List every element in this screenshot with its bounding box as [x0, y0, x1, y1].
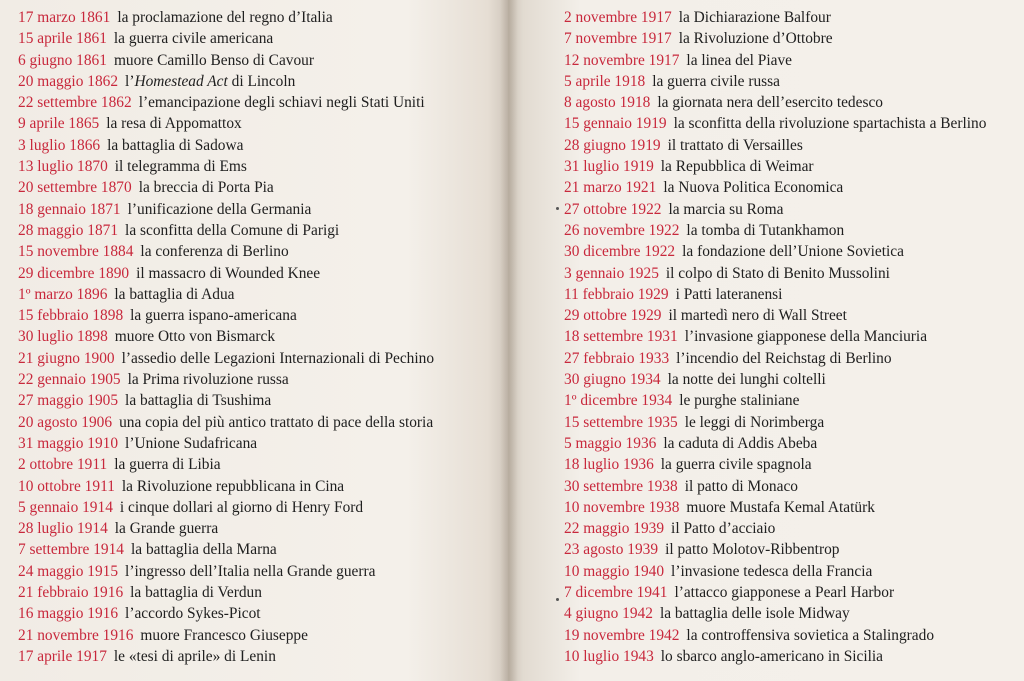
- entry-event: la sconfitta della rivoluzione spartachista a Berlino: [673, 115, 987, 133]
- entry-event: la Rivoluzione d’Ottobre: [678, 30, 833, 48]
- right-timeline-entry: [564, 497, 986, 518]
- right-timeline-entry: [564, 625, 986, 646]
- right-timeline-entry: [564, 199, 986, 220]
- left-timeline-entry: [18, 263, 434, 284]
- right-timeline-entry: [564, 135, 986, 156]
- entry-event: l’Homestead Act di Lincoln: [125, 72, 296, 90]
- left-timeline-entry: [18, 135, 434, 156]
- left-timeline-entry: [18, 220, 434, 241]
- left-timeline-entry: [18, 561, 434, 582]
- right-timeline-entry: [564, 92, 986, 113]
- entry-date: 28 maggio 1871: [18, 221, 119, 239]
- entry-event: i Patti lateranensi: [675, 285, 783, 303]
- entry-date: 18 gennaio 1871: [18, 200, 121, 218]
- left-timeline-entry: [18, 305, 434, 326]
- entry-event: l’Unione Sudafricana: [125, 434, 258, 452]
- entry-date: 5 gennaio 1914: [18, 498, 113, 516]
- left-timeline-entry: [18, 603, 434, 624]
- left-timeline-entry: [18, 284, 434, 305]
- entry-event: la guerra di Libia: [114, 456, 221, 474]
- left-timeline-entry: [18, 476, 434, 497]
- entry-event: l’invasione giapponese della Manciuria: [684, 328, 928, 346]
- entry-date: 3 luglio 1866: [18, 136, 101, 154]
- entry-event: la guerra civile americana: [113, 30, 274, 48]
- entry-date: 22 gennaio 1905: [18, 371, 121, 389]
- left-timeline-entry: [18, 7, 434, 28]
- entry-date: 8 agosto 1918: [564, 94, 651, 112]
- entry-event: le leggi di Norimberga: [684, 413, 825, 431]
- entry-date: 5 aprile 1918: [564, 72, 646, 90]
- entry-event: il martedì nero di Wall Street: [668, 307, 847, 325]
- entry-event: la Prima rivoluzione russa: [127, 371, 289, 389]
- left-timeline-entry: [18, 348, 434, 369]
- entry-date: 10 luglio 1943: [564, 647, 654, 665]
- entry-date: 5 maggio 1936: [564, 434, 657, 452]
- entry-event: la battaglia delle isole Midway: [659, 605, 850, 623]
- entry-date: 30 dicembre 1922: [564, 243, 676, 261]
- left-timeline-entry: [18, 92, 434, 113]
- left-timeline-entry: [18, 50, 434, 71]
- entry-event: muore Francesco Giuseppe: [140, 626, 308, 644]
- right-timeline-entry: [564, 539, 986, 560]
- entry-event: l’attacco giapponese a Pearl Harbor: [674, 584, 895, 602]
- entry-date: 4 giugno 1942: [564, 605, 653, 623]
- left-timeline-entry: [18, 71, 434, 92]
- entry-date: 1º marzo 1896: [18, 285, 108, 303]
- entry-event: la guerra ispano-americana: [130, 307, 297, 325]
- entry-date: 13 luglio 1870: [18, 158, 108, 176]
- entry-event: le «tesi di aprile» di Lenin: [113, 647, 276, 665]
- entry-event: il massacro di Wounded Knee: [136, 264, 321, 282]
- entry-date: 10 maggio 1940: [564, 562, 665, 580]
- paper-speck: [556, 598, 559, 601]
- left-timeline-entry: [18, 518, 434, 539]
- left-timeline-entry: [18, 454, 434, 475]
- entry-event: la Rivoluzione repubblicana in Cina: [121, 477, 345, 495]
- entry-date: 7 novembre 1917: [564, 30, 672, 48]
- entry-date: 11 febbraio 1929: [564, 285, 669, 303]
- entry-date: 15 novembre 1884: [18, 243, 134, 261]
- entry-date: 27 maggio 1905: [18, 392, 119, 410]
- entry-date: 27 febbraio 1933: [564, 349, 670, 367]
- entry-date: 30 settembre 1938: [564, 477, 678, 495]
- entry-date: 24 maggio 1915: [18, 562, 119, 580]
- entry-event: muore Mustafa Kemal Atatürk: [686, 498, 875, 516]
- right-timeline-entry: [564, 390, 986, 411]
- entry-event: la caduta di Addis Abeba: [663, 434, 818, 452]
- right-timeline-entry: [564, 412, 986, 433]
- entry-date: 26 novembre 1922: [564, 221, 680, 239]
- entry-event: il telegramma di Ems: [114, 158, 247, 176]
- entry-event: la sconfitta della Comune di Parigi: [125, 221, 340, 239]
- entry-event: la fondazione dell’Unione Sovietica: [682, 243, 904, 261]
- entry-date: 22 settembre 1862: [18, 94, 132, 112]
- entry-event: la proclamazione del regno d’Italia: [117, 9, 333, 26]
- entry-event: la tomba di Tutankhamon: [686, 221, 845, 239]
- entry-event: il Patto d’acciaio: [671, 520, 776, 538]
- left-timeline-entry: [18, 113, 434, 134]
- entry-date: 15 gennaio 1919: [564, 115, 667, 133]
- entry-event: la resa di Appomattox: [106, 115, 242, 133]
- left-page: [0, 0, 508, 681]
- right-timeline-entry: [564, 241, 986, 262]
- right-timeline-entry: [564, 454, 986, 475]
- entry-event: l’accordo Sykes-Picot: [125, 605, 261, 623]
- entry-date: 21 marzo 1921: [564, 179, 657, 197]
- entry-event: una copia del più antico trattato di pace della storia: [119, 413, 434, 431]
- left-timeline-entry: [18, 156, 434, 177]
- entry-date: 29 dicembre 1890: [18, 264, 130, 282]
- right-page: [508, 0, 1024, 681]
- left-timeline-entry: [18, 390, 434, 411]
- entry-event: i cinque dollari al giorno di Henry Ford: [119, 498, 364, 516]
- right-timeline-entry: [564, 433, 986, 454]
- left-timeline-entry: [18, 497, 434, 518]
- entry-event: il patto Molotov-Ribbentrop: [665, 541, 840, 559]
- entry-date: 10 novembre 1938: [564, 498, 680, 516]
- entry-event: la Dichiarazione Balfour: [678, 9, 831, 26]
- entry-date: 23 agosto 1939: [564, 541, 659, 559]
- entry-date: 30 luglio 1898: [18, 328, 108, 346]
- right-timeline-entry: [564, 220, 986, 241]
- entry-event: la guerra civile russa: [652, 72, 780, 90]
- entry-event: l’ingresso dell’Italia nella Grande guerra: [125, 562, 376, 580]
- right-timeline-entry: [564, 518, 986, 539]
- entry-event: la Nuova Politica Economica: [663, 179, 844, 197]
- entry-date: 7 dicembre 1941: [564, 584, 668, 602]
- entry-event: l’unificazione della Germania: [127, 200, 312, 218]
- entry-date: 15 febbraio 1898: [18, 307, 124, 325]
- entry-date: 28 giugno 1919: [564, 136, 661, 154]
- left-timeline-entry: [18, 412, 434, 433]
- entry-date: 12 novembre 1917: [564, 51, 680, 69]
- entry-date: 19 novembre 1942: [564, 626, 680, 644]
- left-timeline-list: [18, 7, 434, 667]
- left-timeline-entry: [18, 369, 434, 390]
- entry-event: l’emancipazione degli schiavi negli Stati Uniti: [138, 94, 425, 112]
- entry-date: 2 novembre 1917: [564, 9, 672, 26]
- entry-event: la giornata nera dell’esercito tedesco: [657, 94, 883, 112]
- right-timeline-entry: [564, 603, 986, 624]
- entry-date: 20 maggio 1862: [18, 72, 119, 90]
- entry-event: la battaglia di Sadowa: [107, 136, 244, 154]
- entry-event: la controffensiva sovietica a Stalingrado: [686, 626, 935, 644]
- entry-date: 20 settembre 1870: [18, 179, 132, 197]
- entry-date: 17 marzo 1861: [18, 9, 111, 26]
- right-timeline-entry: [564, 326, 986, 347]
- entry-event: la battaglia di Adua: [114, 285, 235, 303]
- right-timeline-entry: [564, 561, 986, 582]
- entry-event: l’incendio del Reichstag di Berlino: [676, 349, 892, 367]
- entry-date: 21 novembre 1916: [18, 626, 134, 644]
- right-timeline-entry: [564, 263, 986, 284]
- entry-date: 29 ottobre 1929: [564, 307, 662, 325]
- left-timeline-entry: [18, 646, 434, 667]
- left-timeline-entry: [18, 241, 434, 262]
- italic-title: Homestead Act: [134, 72, 228, 90]
- entry-event: la battaglia della Marna: [131, 541, 277, 559]
- right-timeline-entry: [564, 476, 986, 497]
- right-timeline-entry: [564, 348, 986, 369]
- entry-event: la battaglia di Tsushima: [125, 392, 272, 410]
- entry-event: l’invasione tedesca della Francia: [671, 562, 873, 580]
- entry-date: 22 maggio 1939: [564, 520, 665, 538]
- right-timeline-entry: [564, 582, 986, 603]
- entry-date: 17 aprile 1917: [18, 647, 107, 665]
- book-gutter: [500, 0, 518, 681]
- right-timeline-entry: [564, 50, 986, 71]
- entry-date: 31 luglio 1919: [564, 158, 654, 176]
- entry-event: muore Camillo Benso di Cavour: [113, 51, 314, 69]
- entry-event: il colpo di Stato di Benito Mussolini: [665, 264, 890, 282]
- entry-event: la guerra civile spagnola: [660, 456, 812, 474]
- entry-event: la marcia su Roma: [668, 200, 784, 218]
- paper-speck: [556, 207, 559, 210]
- entry-date: 28 luglio 1914: [18, 520, 108, 538]
- right-timeline-entry: [564, 113, 986, 134]
- entry-event: il trattato di Versailles: [667, 136, 803, 154]
- right-timeline-entry: [564, 284, 986, 305]
- left-timeline-entry: [18, 326, 434, 347]
- entry-date: 15 settembre 1935: [564, 413, 678, 431]
- entry-date: 18 luglio 1936: [564, 456, 654, 474]
- entry-event: la battaglia di Verdun: [130, 584, 262, 602]
- left-timeline-entry: [18, 582, 434, 603]
- entry-date: 16 maggio 1916: [18, 605, 119, 623]
- entry-event: la Grande guerra: [114, 520, 219, 538]
- entry-date: 6 giugno 1861: [18, 51, 107, 69]
- right-timeline-entry: [564, 369, 986, 390]
- right-timeline-list: [564, 7, 986, 667]
- right-timeline-entry: [564, 71, 986, 92]
- entry-event: muore Otto von Bismarck: [114, 328, 276, 346]
- entry-event: la notte dei lunghi coltelli: [667, 371, 826, 389]
- entry-event: le purghe staliniane: [679, 392, 800, 410]
- entry-date: 2 ottobre 1911: [18, 456, 108, 474]
- entry-event: il patto di Monaco: [684, 477, 798, 495]
- left-timeline-entry: [18, 28, 434, 49]
- entry-date: 7 settembre 1914: [18, 541, 124, 559]
- entry-date: 15 aprile 1861: [18, 30, 107, 48]
- entry-date: 21 giugno 1900: [18, 349, 115, 367]
- entry-event: la Repubblica di Weimar: [660, 158, 814, 176]
- entry-event: l’assedio delle Legazioni Internazionali di Pechino: [121, 349, 435, 367]
- entry-date: 1º dicembre 1934: [564, 392, 673, 410]
- left-timeline-entry: [18, 625, 434, 646]
- entry-date: 3 gennaio 1925: [564, 264, 659, 282]
- entry-event: la conferenza di Berlino: [140, 243, 289, 261]
- right-timeline-entry: [564, 7, 986, 28]
- right-timeline-entry: [564, 156, 986, 177]
- entry-date: 10 ottobre 1911: [18, 477, 115, 495]
- left-timeline-entry: [18, 177, 434, 198]
- entry-date: 20 agosto 1906: [18, 413, 113, 431]
- entry-date: 31 maggio 1910: [18, 434, 119, 452]
- entry-date: 21 febbraio 1916: [18, 584, 124, 602]
- right-timeline-entry: [564, 646, 986, 667]
- left-timeline-entry: [18, 539, 434, 560]
- entry-date: 18 settembre 1931: [564, 328, 678, 346]
- entry-date: 27 ottobre 1922: [564, 200, 662, 218]
- left-timeline-entry: [18, 433, 434, 454]
- right-timeline-entry: [564, 305, 986, 326]
- left-timeline-entry: [18, 199, 434, 220]
- entry-event: la breccia di Porta Pia: [138, 179, 274, 197]
- entry-event: lo sbarco anglo-americano in Sicilia: [660, 647, 884, 665]
- right-timeline-entry: [564, 28, 986, 49]
- entry-date: 9 aprile 1865: [18, 115, 100, 133]
- entry-date: 30 giugno 1934: [564, 371, 661, 389]
- right-timeline-entry: [564, 177, 986, 198]
- entry-event: la linea del Piave: [686, 51, 792, 69]
